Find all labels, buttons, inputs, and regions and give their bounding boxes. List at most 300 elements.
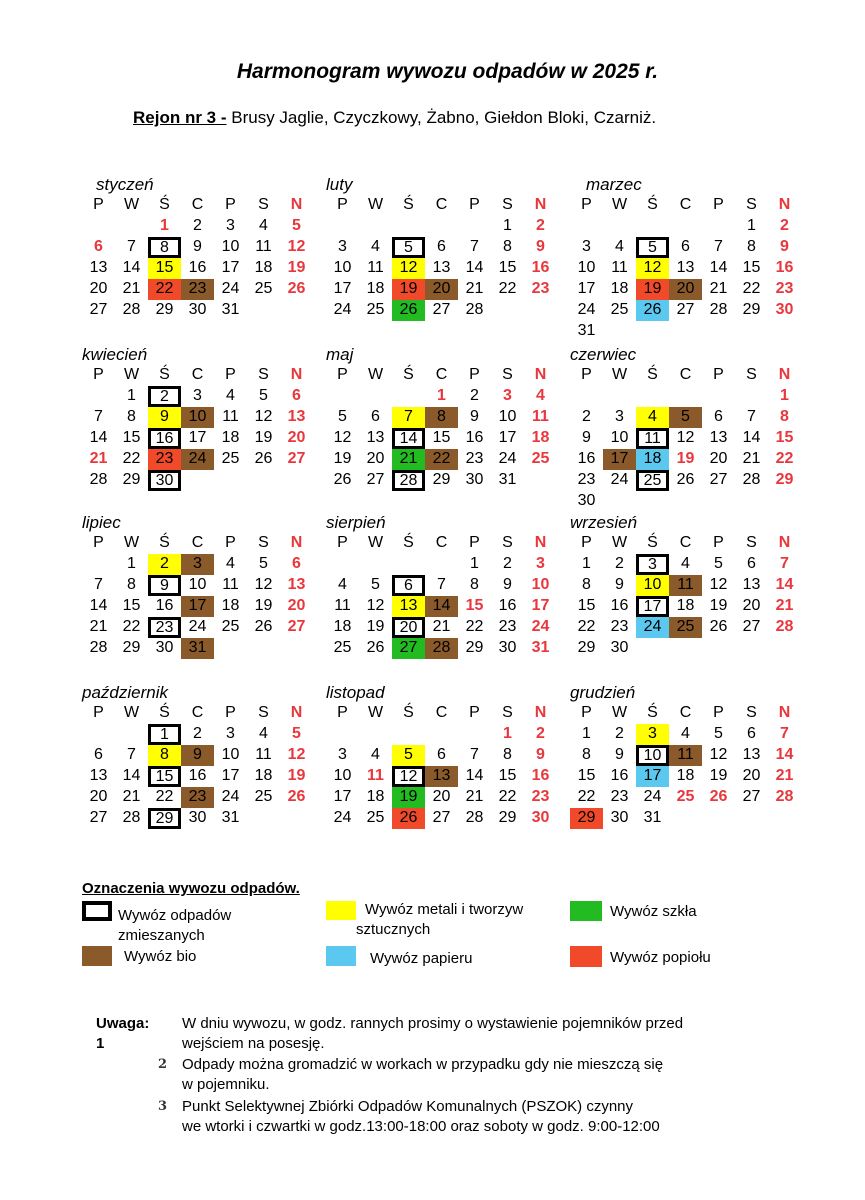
day-cell: 5 (392, 745, 425, 766)
month-name: lipiec (82, 513, 121, 532)
weekday-header: C (435, 534, 448, 551)
note-3-line-2: we wtorki i czwartki w godz.13:00-18:00 oraz soboty w godz. 9:00-12:00 (182, 1118, 660, 1135)
day-cell: 21 (775, 597, 794, 614)
legend-metal-label: Wywóz metali i tworzyw (365, 901, 524, 918)
day-cell: 11 (367, 259, 384, 276)
day-cell: 5 (371, 576, 380, 593)
day-cell: 19 (254, 597, 273, 614)
day-cell: 30 (188, 301, 207, 318)
day-cell: 24 (188, 618, 207, 635)
empty-cell (669, 386, 702, 407)
note-1-line-1: W dniu wywozu, w godz. rannych prosimy o wystawienie pojemników przed (182, 1015, 684, 1032)
day-cell: 4 (371, 238, 380, 255)
weekday-header: W (367, 366, 384, 383)
empty-cell (669, 216, 702, 237)
day-cell: 7 (392, 407, 425, 428)
day-cell: 25 (254, 788, 273, 805)
day-cell: 17 (636, 766, 669, 787)
day-cell: 24 (636, 617, 669, 638)
day-cell: 5 (259, 387, 268, 404)
day-cell: 20 (89, 280, 108, 297)
day-cell: 21 (122, 788, 141, 805)
weekday-header: W (367, 534, 384, 551)
day-cell: 26 (366, 639, 385, 656)
day-cell: 8 (503, 238, 512, 255)
day-cell: 25 (636, 470, 669, 491)
day-cell: 27 (709, 471, 728, 488)
day-cell: 30 (610, 809, 629, 826)
day-cell: 30 (155, 639, 174, 656)
day-cell: 9 (536, 238, 545, 255)
empty-cell (702, 386, 735, 407)
day-cell: 2 (503, 555, 512, 572)
month-days-grid (82, 533, 322, 659)
weekday-header: C (679, 534, 692, 551)
day-cell: 22 (775, 450, 794, 467)
month-calendar (326, 175, 566, 321)
weekday-header: P (225, 534, 236, 551)
day-cell: 4 (226, 555, 235, 572)
day-cell: 18 (221, 597, 240, 614)
day-cell: 4 (615, 238, 624, 255)
day-cell: 27 (432, 809, 451, 826)
day-cell: 10 (577, 259, 596, 276)
empty-cell (425, 724, 458, 745)
day-cell: 1 (582, 725, 591, 742)
legend-swatch-glass (570, 901, 602, 921)
weekday-header: P (337, 196, 348, 213)
day-cell: 16 (188, 259, 207, 276)
day-cell: 26 (636, 300, 669, 321)
day-cell: 22 (122, 618, 141, 635)
legend-glass-label: Wywóz szkła (610, 903, 697, 920)
note-2-line-2: w pojemniku. (182, 1076, 270, 1093)
day-cell: 24 (221, 788, 240, 805)
month-name: grudzień (570, 683, 636, 702)
day-cell: 10 (333, 259, 352, 276)
weekday-header: Ś (403, 704, 414, 721)
day-cell: 11 (611, 259, 628, 276)
weekday-header: N (290, 366, 303, 383)
day-cell: 11 (255, 746, 272, 763)
notes-label: Uwaga: 1 (96, 1015, 150, 1052)
day-cell: 25 (531, 450, 550, 467)
day-cell: 15 (577, 597, 596, 614)
month-name: wrzesień (570, 513, 638, 532)
day-cell: 9 (536, 746, 545, 763)
day-cell: 6 (292, 555, 301, 572)
day-cell: 21 (89, 450, 108, 467)
day-cell: 27 (366, 471, 385, 488)
empty-cell (636, 216, 669, 237)
weekday-header: P (93, 534, 104, 551)
note-2-number: 2 (158, 1057, 168, 1072)
weekday-header: Ś (159, 366, 170, 383)
day-cell: 31 (498, 471, 517, 488)
day-cell: 21 (742, 450, 761, 467)
day-cell: 4 (681, 725, 690, 742)
weekday-header: Ś (159, 196, 170, 213)
day-cell: 20 (669, 279, 702, 300)
month-calendar (82, 683, 322, 829)
empty-cell (603, 216, 636, 237)
day-cell: 29 (742, 301, 761, 318)
day-cell: 15 (122, 429, 141, 446)
empty-cell (82, 554, 115, 575)
day-cell: 7 (437, 576, 446, 593)
day-cell: 23 (181, 279, 214, 300)
month-days-grid (82, 703, 322, 829)
day-cell: 15 (148, 766, 181, 787)
day-cell: 22 (465, 618, 484, 635)
month-days-grid (326, 533, 566, 659)
legend-swatch-mixed (82, 901, 112, 921)
day-cell: 5 (392, 237, 425, 258)
weekday-header: C (191, 704, 204, 721)
day-cell: 3 (536, 555, 545, 572)
weekday-header: Ś (403, 366, 414, 383)
day-cell: 31 (531, 639, 550, 656)
page-title: Harmonogram wywozu odpadów w 2025 r. (236, 60, 659, 83)
legend-ash-label: Wywóz popiołu (610, 949, 711, 966)
weekday-header: S (258, 704, 269, 721)
day-cell: 11 (367, 767, 384, 784)
day-cell: 2 (582, 408, 591, 425)
day-cell: 6 (371, 408, 380, 425)
day-cell: 3 (636, 724, 669, 745)
day-cell: 26 (676, 471, 695, 488)
day-cell: 29 (775, 471, 794, 488)
day-cell: 12 (392, 766, 425, 787)
weekday-header: P (469, 534, 480, 551)
day-cell: 14 (122, 259, 141, 276)
empty-cell (82, 216, 115, 237)
weekday-header: C (679, 366, 692, 383)
day-cell: 13 (89, 767, 108, 784)
day-cell: 9 (148, 407, 181, 428)
month-calendar (82, 175, 322, 321)
region-line (133, 108, 656, 128)
day-cell: 2 (193, 725, 202, 742)
day-cell: 11 (334, 597, 351, 614)
day-cell: 20 (287, 429, 306, 446)
day-cell: 8 (780, 408, 789, 425)
day-cell: 6 (747, 555, 756, 572)
empty-cell (359, 724, 392, 745)
day-cell: 17 (531, 597, 550, 614)
day-cell: 11 (669, 575, 702, 596)
month-name: sierpień (326, 513, 386, 532)
day-cell: 18 (676, 767, 695, 784)
day-cell: 26 (287, 788, 306, 805)
month-calendar (570, 513, 810, 659)
day-cell: 13 (432, 259, 451, 276)
day-cell: 7 (780, 725, 789, 742)
day-cell: 19 (636, 279, 669, 300)
empty-cell (326, 724, 359, 745)
day-cell: 16 (775, 259, 794, 276)
day-cell: 30 (148, 470, 181, 491)
weekday-header: W (123, 366, 140, 383)
weekday-header: Ś (159, 534, 170, 551)
day-cell: 14 (742, 429, 761, 446)
day-cell: 9 (148, 575, 181, 596)
day-cell: 30 (465, 471, 484, 488)
weekday-header: C (191, 534, 204, 551)
month-calendar (82, 345, 322, 491)
weekday-header: S (502, 534, 513, 551)
day-cell: 27 (392, 638, 425, 659)
day-cell: 29 (432, 471, 451, 488)
empty-cell (735, 386, 768, 407)
day-cell: 6 (681, 238, 690, 255)
day-cell: 3 (338, 746, 347, 763)
weekday-header: S (746, 366, 757, 383)
day-cell: 19 (287, 259, 306, 276)
weekday-header: W (611, 704, 628, 721)
day-cell: 28 (122, 301, 141, 318)
empty-cell (603, 386, 636, 407)
day-cell: 22 (498, 280, 517, 297)
day-cell: 19 (287, 767, 306, 784)
weekday-header: P (713, 366, 724, 383)
day-cell: 11 (222, 576, 239, 593)
weekday-header: N (534, 366, 547, 383)
day-cell: 31 (643, 809, 662, 826)
day-cell: 31 (577, 322, 596, 339)
day-cell: 28 (775, 788, 794, 805)
day-cell: 23 (577, 471, 596, 488)
day-cell: 18 (366, 788, 385, 805)
empty-cell (326, 216, 359, 237)
weekday-header: W (611, 366, 628, 383)
month-calendar (570, 345, 810, 512)
day-cell: 29 (465, 639, 484, 656)
day-cell: 20 (287, 597, 306, 614)
day-cell: 4 (226, 387, 235, 404)
weekday-header: P (581, 534, 592, 551)
weekday-header: Ś (403, 534, 414, 551)
weekday-header: P (225, 196, 236, 213)
day-cell: 18 (254, 767, 273, 784)
day-cell: 12 (333, 429, 352, 446)
day-cell: 3 (615, 408, 624, 425)
day-cell: 13 (676, 259, 695, 276)
month-calendar (82, 513, 322, 659)
weekday-header: N (534, 534, 547, 551)
day-cell: 20 (742, 767, 761, 784)
legend-swatch-paper (326, 946, 356, 966)
legend-mixed-label-2: zmieszanych (118, 927, 205, 944)
day-cell: 14 (89, 597, 108, 614)
day-cell: 30 (498, 639, 517, 656)
day-cell: 12 (676, 429, 695, 446)
weekday-header: P (581, 366, 592, 383)
day-cell: 7 (470, 746, 479, 763)
weekday-header: S (258, 196, 269, 213)
day-cell: 17 (221, 767, 240, 784)
legend-bio-label: Wywóz bio (124, 948, 197, 965)
day-cell: 25 (366, 301, 385, 318)
empty-cell (392, 554, 425, 575)
day-cell: 5 (669, 407, 702, 428)
day-cell: 8 (148, 237, 181, 258)
day-cell: 27 (742, 618, 761, 635)
day-cell: 27 (287, 450, 306, 467)
day-cell: 2 (470, 387, 479, 404)
day-cell: 11 (222, 408, 239, 425)
day-cell: 19 (709, 597, 728, 614)
day-cell: 17 (221, 259, 240, 276)
day-cell: 31 (181, 638, 214, 659)
weekday-header: P (713, 196, 724, 213)
day-cell: 23 (775, 280, 794, 297)
day-cell: 10 (610, 429, 629, 446)
day-cell: 13 (425, 766, 458, 787)
day-cell: 24 (333, 809, 352, 826)
day-cell: 16 (531, 259, 550, 276)
day-cell: 22 (425, 449, 458, 470)
weekday-header: C (435, 196, 448, 213)
month-days-grid (570, 195, 810, 342)
day-cell: 10 (498, 408, 517, 425)
day-cell: 24 (643, 788, 662, 805)
weekday-header: P (93, 196, 104, 213)
weekday-header: N (778, 704, 791, 721)
day-cell: 21 (122, 280, 141, 297)
weekday-header: N (534, 196, 547, 213)
day-cell: 20 (392, 617, 425, 638)
day-cell: 28 (775, 618, 794, 635)
day-cell: 18 (254, 259, 273, 276)
month-days-grid (570, 703, 810, 829)
day-cell: 23 (610, 788, 629, 805)
day-cell: 13 (366, 429, 385, 446)
month-name: luty (326, 175, 353, 194)
day-cell: 28 (709, 301, 728, 318)
weekday-header: P (93, 704, 104, 721)
empty-cell (458, 724, 491, 745)
day-cell: 19 (254, 429, 273, 446)
day-cell: 13 (89, 259, 108, 276)
weekday-header: P (469, 196, 480, 213)
month-name: październik (82, 683, 168, 702)
weekday-header: N (778, 366, 791, 383)
day-cell: 4 (636, 407, 669, 428)
day-cell: 14 (392, 428, 425, 449)
legend-swatch-metal (326, 901, 356, 920)
day-cell: 8 (747, 238, 756, 255)
day-cell: 4 (536, 387, 545, 404)
weekday-header: N (290, 704, 303, 721)
day-cell: 2 (536, 217, 545, 234)
day-cell: 2 (615, 725, 624, 742)
day-cell: 9 (503, 576, 512, 593)
month-days-grid (326, 365, 566, 491)
day-cell: 9 (780, 238, 789, 255)
day-cell: 27 (742, 788, 761, 805)
weekday-header: C (191, 196, 204, 213)
weekday-header: P (581, 704, 592, 721)
day-cell: 20 (432, 788, 451, 805)
weekday-header: P (581, 196, 592, 213)
day-cell: 22 (577, 788, 596, 805)
day-cell: 18 (221, 429, 240, 446)
weekday-header: W (611, 196, 628, 213)
day-cell: 24 (181, 449, 214, 470)
day-cell: 21 (465, 280, 484, 297)
day-cell: 12 (287, 746, 306, 763)
day-cell: 8 (503, 746, 512, 763)
weekday-header: P (337, 366, 348, 383)
day-cell: 3 (636, 554, 669, 575)
day-cell: 15 (432, 429, 451, 446)
weekday-header: C (435, 704, 448, 721)
day-cell: 16 (531, 767, 550, 784)
day-cell: 29 (148, 808, 181, 829)
legend-swatch-ash (570, 946, 602, 967)
day-cell: 26 (333, 471, 352, 488)
day-cell: 29 (577, 639, 596, 656)
day-cell: 20 (709, 450, 728, 467)
day-cell: 16 (465, 429, 484, 446)
day-cell: 12 (636, 258, 669, 279)
weekday-header: Ś (647, 534, 658, 551)
day-cell: 21 (432, 618, 451, 635)
day-cell: 26 (392, 808, 425, 829)
day-cell: 14 (465, 259, 484, 276)
empty-cell (326, 386, 359, 407)
empty-cell (359, 216, 392, 237)
day-cell: 5 (714, 555, 723, 572)
day-cell: 29 (122, 471, 141, 488)
day-cell: 2 (193, 217, 202, 234)
weekday-header: P (337, 534, 348, 551)
weekday-header: N (778, 196, 791, 213)
day-cell: 13 (709, 429, 728, 446)
day-cell: 24 (498, 450, 517, 467)
day-cell: 14 (775, 746, 794, 763)
day-cell: 14 (709, 259, 728, 276)
day-cell: 17 (333, 280, 352, 297)
day-cell: 19 (709, 767, 728, 784)
weekday-header: P (93, 366, 104, 383)
day-cell: 28 (465, 809, 484, 826)
day-cell: 11 (532, 408, 549, 425)
day-cell: 26 (709, 618, 728, 635)
day-cell: 26 (392, 300, 425, 321)
day-cell: 14 (465, 767, 484, 784)
weekday-header: S (502, 366, 513, 383)
weekday-header: P (225, 366, 236, 383)
weekday-header: N (534, 704, 547, 721)
day-cell: 9 (193, 238, 202, 255)
day-cell: 28 (742, 471, 761, 488)
weekday-header: C (679, 704, 692, 721)
day-cell: 3 (582, 238, 591, 255)
day-cell: 10 (531, 576, 550, 593)
day-cell: 29 (498, 809, 517, 826)
day-cell: 13 (742, 576, 761, 593)
day-cell: 22 (122, 450, 141, 467)
day-cell: 21 (392, 449, 425, 470)
empty-cell (458, 216, 491, 237)
day-cell: 4 (259, 725, 268, 742)
day-cell: 1 (127, 555, 136, 572)
weekday-header: S (746, 704, 757, 721)
empty-cell (570, 386, 603, 407)
day-cell: 22 (577, 618, 596, 635)
